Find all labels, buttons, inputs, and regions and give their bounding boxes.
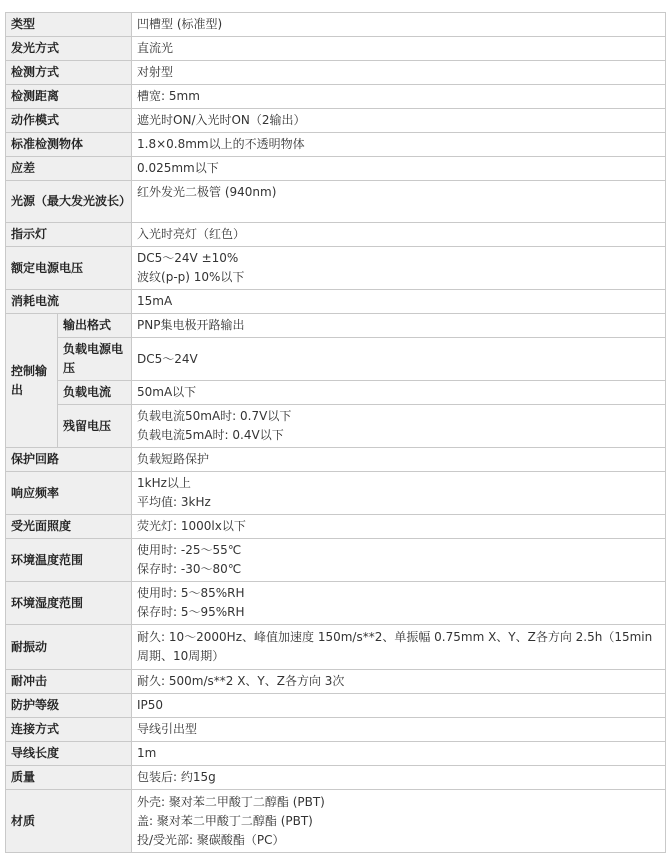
spec-value [132, 582, 666, 625]
spec-value-line: 使用时: -25～55℃ [137, 543, 242, 557]
spec-value-line: 平均值: 3kHz [137, 495, 211, 509]
spec-label: 连接方式 [6, 718, 132, 742]
table-row [6, 61, 666, 85]
spec-value-line: 负载短路保护 [137, 452, 210, 466]
table-row [6, 582, 666, 625]
spec-value-line: 15mA [137, 294, 173, 308]
spec-value-line: 入光时亮灯（红色） [137, 227, 246, 241]
spec-value [132, 539, 666, 582]
spec-value-line: 荧光灯: 1000lx以下 [137, 519, 246, 533]
spec-label: 受光面照度 [6, 515, 132, 539]
spec-value-line: 凹槽型 (标准型) [137, 17, 223, 31]
table-row [6, 133, 666, 157]
spec-label: 标准检测物体 [6, 133, 132, 157]
table-row [6, 109, 666, 133]
spec-value-line: 1m [137, 746, 157, 760]
spec-value [132, 742, 666, 766]
spec-value [132, 670, 666, 694]
spec-value [132, 109, 666, 133]
table-row [6, 290, 666, 314]
spec-value [132, 790, 666, 853]
table-row [6, 223, 666, 247]
table-row [6, 381, 666, 405]
spec-label: 检测方式 [6, 61, 132, 85]
table-row [6, 694, 666, 718]
spec-label: 导线长度 [6, 742, 132, 766]
spec-value-line: 使用时: 5～85%RH [137, 586, 245, 600]
table-row [6, 742, 666, 766]
spec-label: 应差 [6, 157, 132, 181]
table-row [6, 790, 666, 853]
spec-value-line: 外壳: 聚对苯二甲酸丁二醇酯 (PBT) [137, 794, 325, 809]
spec-value-line: DC5～24V ±10% [137, 251, 239, 265]
spec-value [132, 718, 666, 742]
table-row [6, 157, 666, 181]
table-row [6, 515, 666, 539]
table-row [6, 766, 666, 790]
table-row [6, 13, 666, 37]
spec-value [132, 133, 666, 157]
spec-value-line: 包装后: 约15g [137, 770, 216, 784]
spec-label: 保护回路 [6, 448, 132, 472]
spec-value [132, 338, 666, 381]
spec-value-line: 50mA以下 [137, 385, 197, 399]
spec-value [132, 448, 666, 472]
spec-value [132, 472, 666, 515]
spec-value-line: 负载电流50mA时: 0.7V以下 [137, 409, 292, 423]
spec-value-line: DC5～24V [137, 351, 198, 366]
spec-label: 动作模式 [6, 109, 132, 133]
spec-group-label: 控制输出 [6, 314, 58, 448]
spec-label: 消耗电流 [6, 290, 132, 314]
spec-value-line: 直流光 [137, 41, 174, 55]
spec-label: 指示灯 [6, 223, 132, 247]
table-row [6, 718, 666, 742]
spec-table [5, 12, 666, 853]
spec-label: 响应频率 [6, 472, 132, 515]
spec-value [132, 515, 666, 539]
spec-label: 防护等级 [6, 694, 132, 718]
table-row [6, 405, 666, 448]
spec-label: 光源（最大发光波长） [6, 181, 132, 223]
spec-label: 耐冲击 [6, 670, 132, 694]
spec-value-line: 负载电流5mA时: 0.4V以下 [137, 428, 284, 442]
spec-value-line: 导线引出型 [137, 722, 198, 736]
spec-label: 环境温度范围 [6, 539, 132, 582]
table-row [6, 37, 666, 61]
spec-label: 环境湿度范围 [6, 582, 132, 625]
spec-value-line: 对射型 [137, 65, 174, 79]
spec-value-line: 盖: 聚对苯二甲酸丁二醇酯 (PBT) [137, 813, 313, 828]
spec-value [132, 405, 666, 448]
spec-value-line: 耐久: 500m/s**2 X、Y、Z各方向 3次 [137, 674, 345, 688]
spec-value [132, 37, 666, 61]
spec-value-line: 0.025mm以下 [137, 161, 219, 175]
table-row [6, 247, 666, 290]
spec-value [132, 181, 666, 223]
table-row [6, 85, 666, 109]
spec-sub-label: 负载电流 [58, 381, 132, 405]
spec-sub-label: 残留电压 [58, 405, 132, 448]
spec-label: 检测距离 [6, 85, 132, 109]
table-row [6, 338, 666, 381]
spec-sub-label: 负载电源电压 [58, 338, 132, 381]
spec-value-line: 红外发光二极管 (940nm) [137, 185, 277, 199]
table-row [6, 181, 666, 223]
spec-value-line: IP50 [137, 698, 164, 712]
spec-value-line: 保存时: -30～80℃ [137, 562, 242, 576]
spec-value [132, 766, 666, 790]
spec-label: 耐振动 [6, 625, 132, 670]
spec-label: 材质 [6, 790, 132, 853]
table-row [6, 314, 666, 338]
table-row [6, 448, 666, 472]
spec-value-line: 1.8×0.8mm以上的不透明物体 [137, 137, 305, 151]
spec-value [132, 13, 666, 37]
spec-label: 质量 [6, 766, 132, 790]
spec-value [132, 247, 666, 290]
table-row [6, 625, 666, 670]
spec-value [132, 85, 666, 109]
spec-label: 额定电源电压 [6, 247, 132, 290]
table-row [6, 670, 666, 694]
spec-label: 类型 [6, 13, 132, 37]
spec-value-line: 投/受光部: 聚碳酸酯（PC） [137, 832, 285, 847]
spec-value [132, 61, 666, 85]
spec-value-line: 槽宽: 5mm [137, 89, 200, 103]
spec-label: 发光方式 [6, 37, 132, 61]
spec-value [132, 223, 666, 247]
spec-value [132, 157, 666, 181]
spec-value-line: 波纹(p-p) 10%以下 [137, 270, 245, 284]
spec-value-line: 1kHz以上 [137, 476, 191, 490]
table-row [6, 539, 666, 582]
spec-value [132, 314, 666, 338]
spec-value-line: PNP集电极开路输出 [137, 318, 245, 332]
spec-sub-label: 输出格式 [58, 314, 132, 338]
spec-value [132, 290, 666, 314]
table-row [6, 472, 666, 515]
spec-value-line: 保存时: 5～95%RH [137, 605, 245, 619]
spec-value [132, 625, 666, 670]
spec-value [132, 381, 666, 405]
spec-value-line: 耐久: 10～2000Hz、峰值加速度 150m/s**2、单振幅 0.75mm X、Y、Z各方向 2.5h（15min周期、10周期） [137, 630, 653, 663]
spec-value [132, 694, 666, 718]
spec-value-line: 遮光时ON/入光时ON（2输出） [137, 113, 306, 127]
